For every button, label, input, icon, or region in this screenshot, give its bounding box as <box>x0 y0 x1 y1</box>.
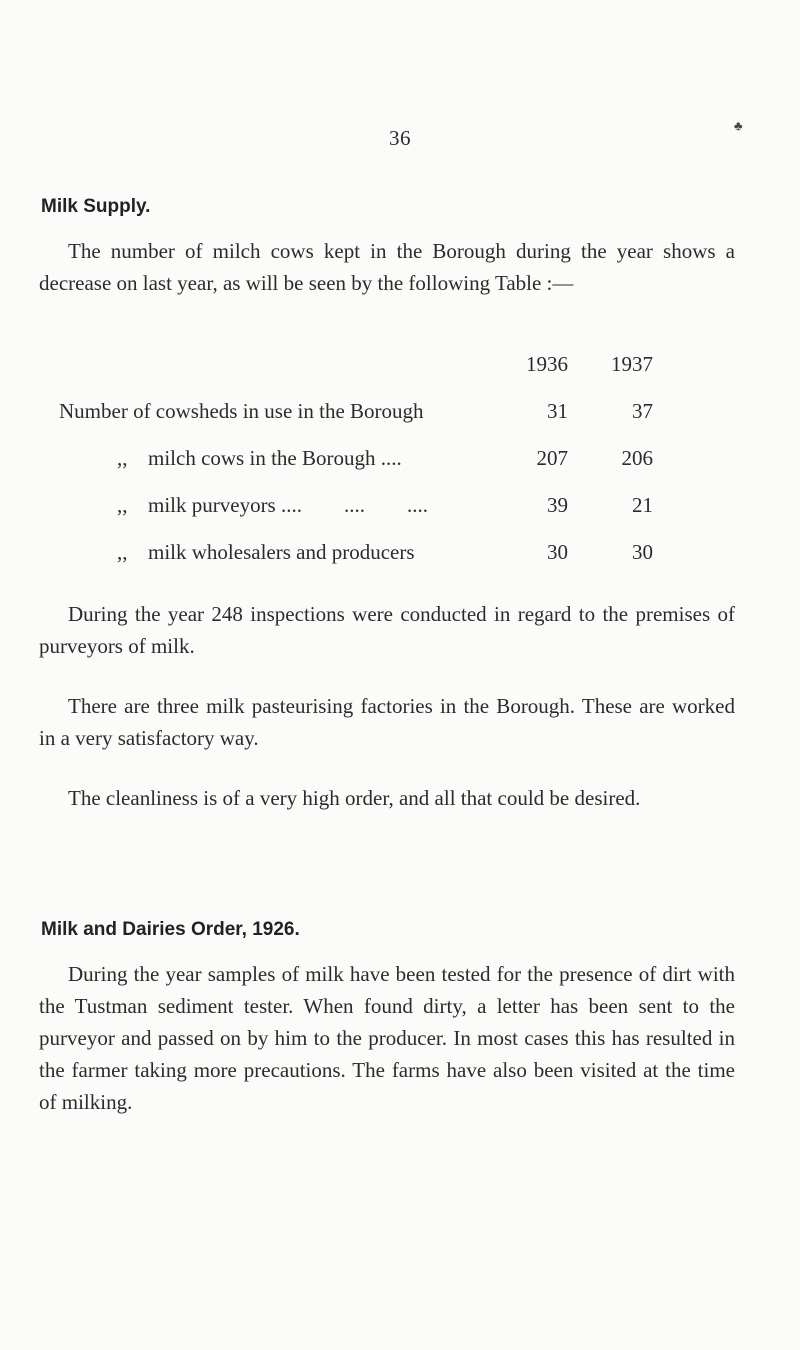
table-row <box>0 399 800 429</box>
cell-1937: 30 <box>632 540 653 564</box>
section-heading-milk-dairies-order: Milk and Dairies Order, 1926. <box>41 919 300 940</box>
ditto-mark: ,, <box>117 493 128 517</box>
inspections-paragraph: During the year 248 inspections were conducted in regard to the premises of purveyors of milk. <box>39 602 735 658</box>
page-mark: ♣ <box>734 118 743 133</box>
ditto-mark: ,, <box>117 446 128 470</box>
table-row <box>0 540 800 570</box>
ditto-mark: ,, <box>117 540 128 564</box>
cell-1936: 31 <box>547 399 568 423</box>
column-header-1936: 1936 <box>526 352 568 376</box>
table-header <box>0 352 800 382</box>
row-label: milk purveyors .... .... .... <box>148 493 428 517</box>
cell-1937: 21 <box>632 493 653 517</box>
section-heading-milk-supply: Milk Supply. <box>41 196 151 217</box>
cell-1936: 207 <box>536 446 568 470</box>
pasteurising-paragraph: There are three milk pasteurising factories in the Borough. These are worked in a very satisfactory way. <box>39 694 735 750</box>
table-row <box>0 446 800 476</box>
dairies-order-paragraph: During the year samples of milk have been tested for the presence of dirt with the Tustman sediment tester. When found dirty, a letter has been sent to the purveyor and passed on by him to the producer. In most cases this has resulted in the farmer taking more precautions. The farms have also been visited at the time of milking. <box>39 962 735 1114</box>
row-label: milch cows in the Borough .... <box>148 446 402 470</box>
row-label: Number of cowsheds in use in the Borough <box>59 399 424 423</box>
cell-1937: 37 <box>632 399 653 423</box>
cell-1936: 30 <box>547 540 568 564</box>
table-row <box>0 493 800 523</box>
cleanliness-paragraph: The cleanliness is of a very high order, and all that could be desired. <box>68 786 641 810</box>
intro-paragraph: The number of milch cows kept in the Borough during the year shows a decrease on last year, as will be seen by the following Table :— <box>39 239 735 295</box>
page-number: 36 <box>389 126 411 150</box>
column-header-1937: 1937 <box>611 352 653 376</box>
cell-1937: 206 <box>621 446 653 470</box>
cell-1936: 39 <box>547 493 568 517</box>
row-label: milk wholesalers and producers <box>148 540 415 564</box>
